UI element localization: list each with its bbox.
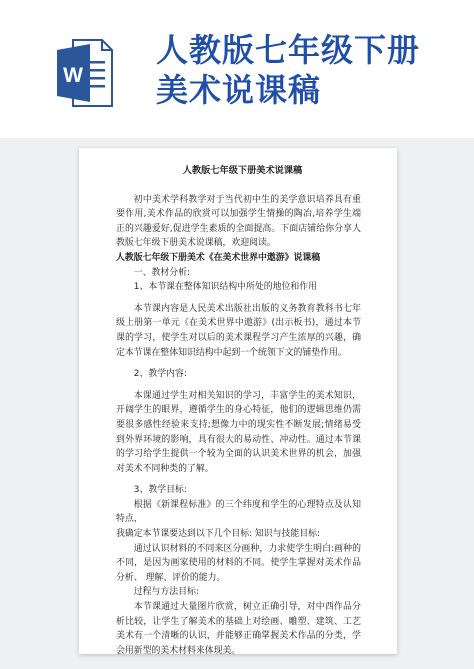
paragraph-process-method: 本节课通过大量图片欣赏，树立正确引导，对中西作品分析比较，让学生了解美术的基础上对绘画、雕塑、建筑、工艺美术有一个清晰的认识，并能够正确掌握美术作品的分类，学会用新型的美术材料来体现美。 — [116, 602, 361, 656]
header-banner — [0, 0, 474, 140]
section-heading: 人教版七年级下册美术《在美术世界中遨游》说课稿 — [116, 252, 321, 263]
heading-material-analysis: 一、教材分析: — [133, 267, 191, 278]
paragraph-position: 本节课内容是人民美术出版社出版的义务教育教科书七年级上册第一单元《在美术世界中遨游》(出示板书)，通过本节课的学习，使学生对以后的美术课程学习产生浓厚的兴趣，确定本节课在整体知识结构中起到一个统领下文的铺垫作用。 — [116, 303, 361, 358]
document-body — [116, 164, 361, 658]
document-page — [79, 148, 397, 654]
subheading-position: 1、本节课在整体知识结构中所处的地位和作用 — [133, 282, 317, 293]
header-title-line1: 人教版七年级下册 — [156, 31, 421, 69]
header-title — [156, 30, 456, 110]
word-icon-letter: W — [63, 64, 83, 87]
paragraph-goals-intro: 我确定本节课要达到以下几个目标: 知识与技能目标: — [116, 529, 321, 540]
paragraph-curriculum: 根据《新课程标准》的三个纬度和学生的心理特点及认知特点， — [116, 499, 361, 525]
intro-paragraph: 初中美术学科教学对于当代初中生的美学意识培养具有重要作用,美术作品的欣赏可以加强学生情操的陶冶,培养学生端正的兴趣爱好,促进学生素质的全面提高。下面店铺给你分享人教版七年级下册美术说课稿，欢迎阅读。 — [116, 194, 361, 249]
heading-teaching-content: 2、教学内容: — [133, 369, 187, 380]
header-title-line2: 美术说课稿 — [156, 71, 322, 109]
heading-process-method: 过程与方法目标: — [133, 587, 199, 598]
paragraph-teaching-content: 本课通过学生对相关知识的学习，丰富学生的美术知识，开阔学生的眼界，遵循学生的身心特征，他们的逻辑思维仍需要很多感性经验来支持;想像力中的现实性不断发展;情绪易受到外界环境的影响，具有很大的易动性、冲动性。通过本节课的学习给学生提供一个较为全面的认识美术世界的机会，加强对美术不同种类的了解。 — [116, 390, 361, 474]
word-doc-icon — [57, 39, 113, 107]
document-title: 人教版七年级下册美术说课稿 — [182, 165, 303, 176]
paragraph-knowledge-goal: 通过认识材料的不同来区分画种，力求使学生明白:画种的不同，是因为画家使用的材料的不同。使学生掌握对美术作品分析、 理解、评价的能力。 — [116, 543, 361, 583]
heading-teaching-goals: 3、教学目标: — [133, 485, 187, 496]
